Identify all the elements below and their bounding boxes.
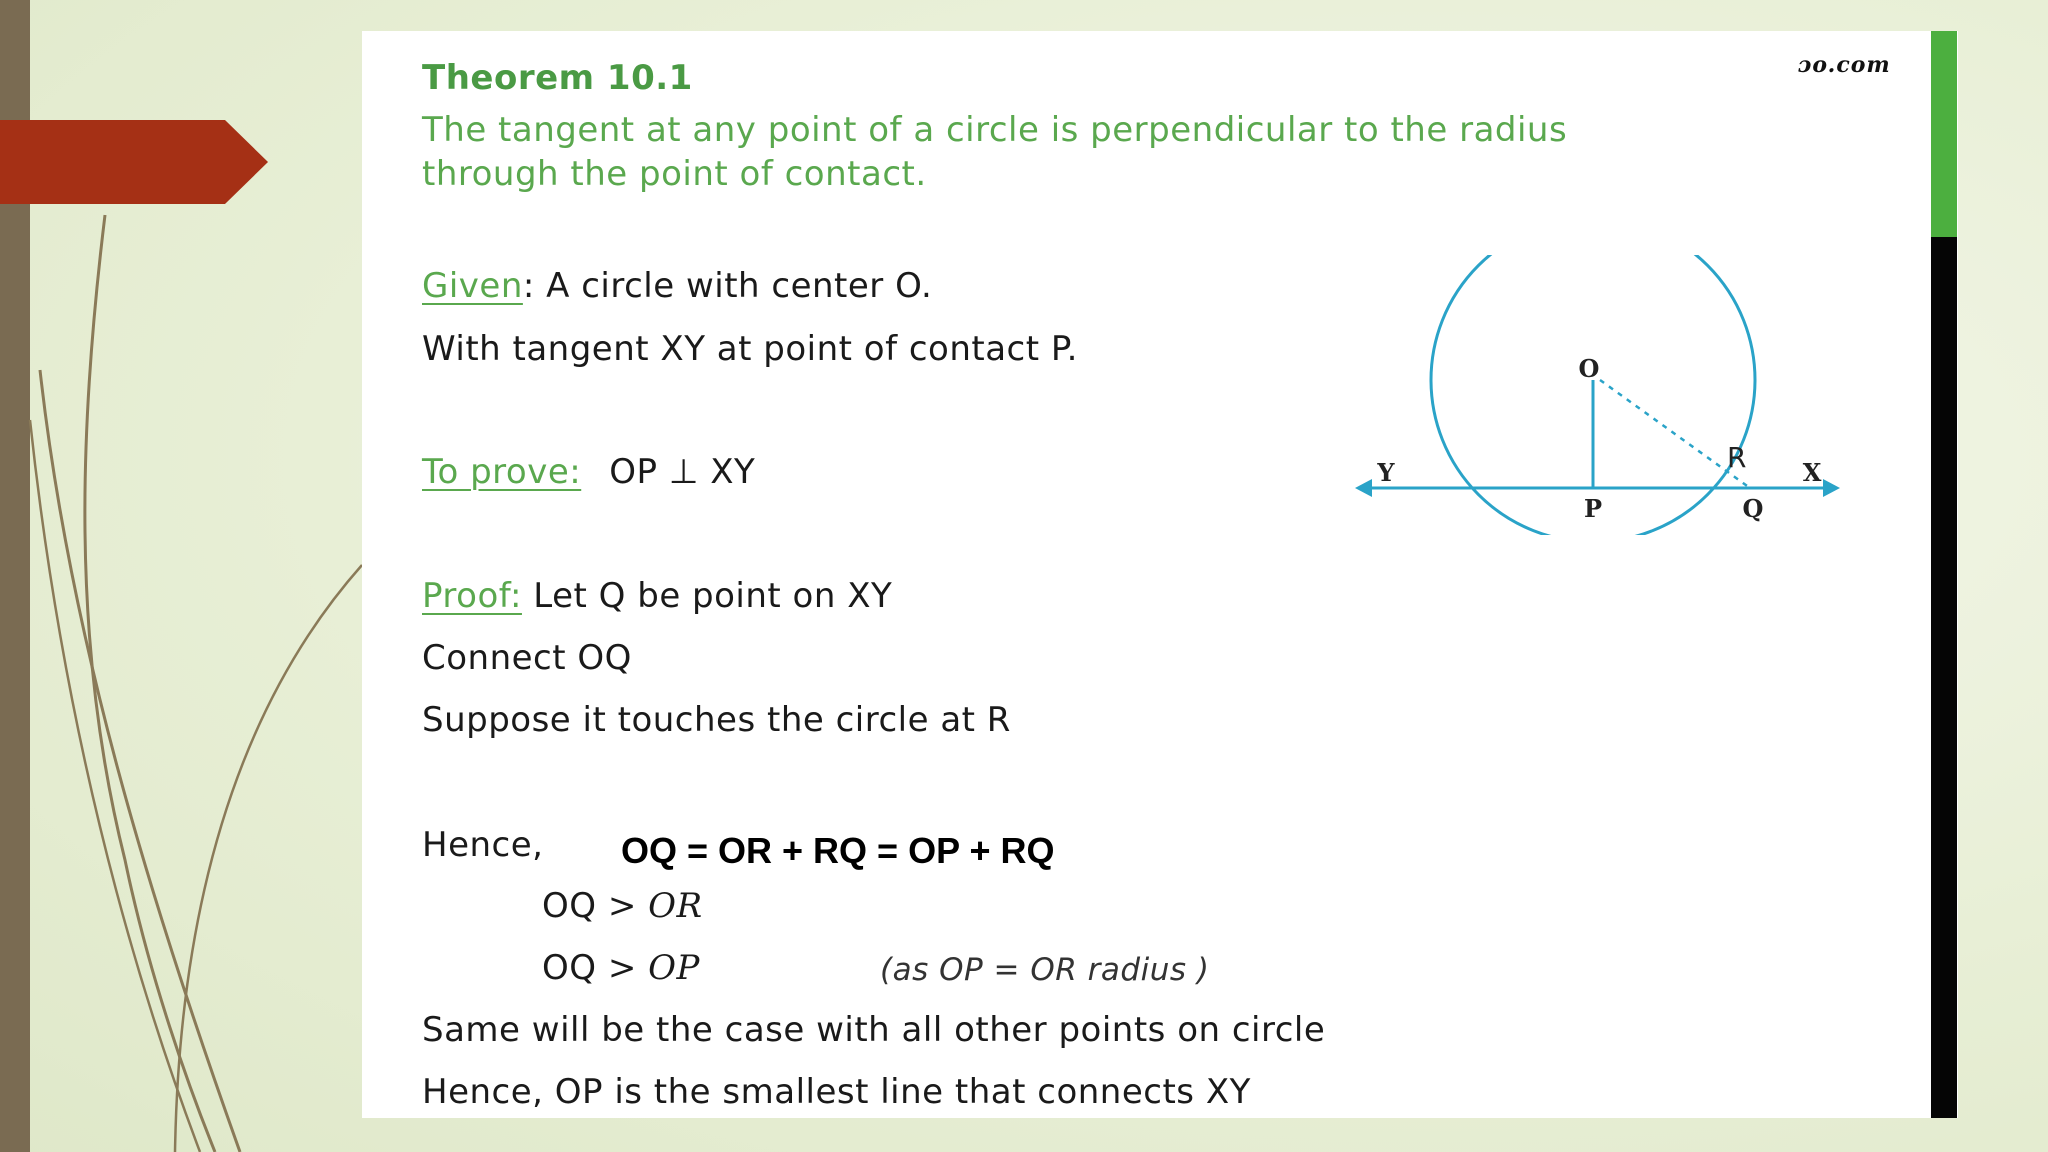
inequality-2-rest: > OP	[607, 948, 700, 988]
inequality-1-left: OQ	[542, 886, 597, 926]
inequality-2-note: (as OP = OR radius )	[880, 952, 1210, 988]
given-text: : A circle with center O.	[522, 266, 933, 306]
label-q: Q	[1742, 494, 1764, 523]
proof-label: Proof:	[422, 576, 522, 616]
hence-equation: OQ = OR + RQ = OP + RQ	[621, 830, 1055, 871]
inequality-1	[542, 886, 703, 926]
proof-line3: Suppose it touches the circle at R	[422, 700, 1011, 740]
theorem-title: Theorem 10.1	[422, 58, 693, 98]
arrowhead-y	[1355, 479, 1372, 497]
to-prove-text: OP ⊥ XY	[609, 452, 756, 492]
slide-edge-bar-green	[1931, 31, 1957, 237]
proof-line	[422, 576, 892, 616]
hence-label: Hence,	[422, 825, 544, 865]
watermark-text: ɔo.com	[1798, 52, 1891, 78]
given-label: Given	[422, 266, 523, 306]
label-y: Y	[1377, 458, 1395, 487]
red-arrow-shape	[0, 0, 280, 210]
conclusion-line1: Same will be the case with all other points on circle	[422, 1010, 1326, 1050]
label-p: P	[1583, 494, 1603, 523]
inequality-2	[542, 948, 700, 988]
theorem-statement-line2: through the point of contact.	[422, 154, 927, 194]
theorem-statement-line1: The tangent at any point of a circle is perpendicular to the radius	[422, 110, 1568, 150]
label-o: O	[1578, 354, 1600, 383]
inequality-2-left: OQ	[542, 948, 597, 988]
proof-line2: Connect OQ	[422, 638, 632, 678]
to-prove-line	[422, 452, 755, 492]
label-r: R	[1727, 441, 1747, 474]
slide-edge-bar-black	[1931, 237, 1957, 1118]
proof-text: Let Q be point on XY	[521, 576, 893, 616]
inequality-1-rest: > OR	[607, 886, 703, 926]
label-x: X	[1802, 458, 1822, 487]
given-line	[422, 266, 932, 306]
to-prove-label: To prove:	[422, 452, 582, 492]
arrowhead-x	[1823, 479, 1840, 497]
conclusion-line2: Hence, OP is the smallest line that connects XY	[422, 1072, 1251, 1112]
tangent-diagram	[1350, 255, 1870, 535]
given-line2: With tangent XY at point of contact P.	[422, 329, 1078, 369]
